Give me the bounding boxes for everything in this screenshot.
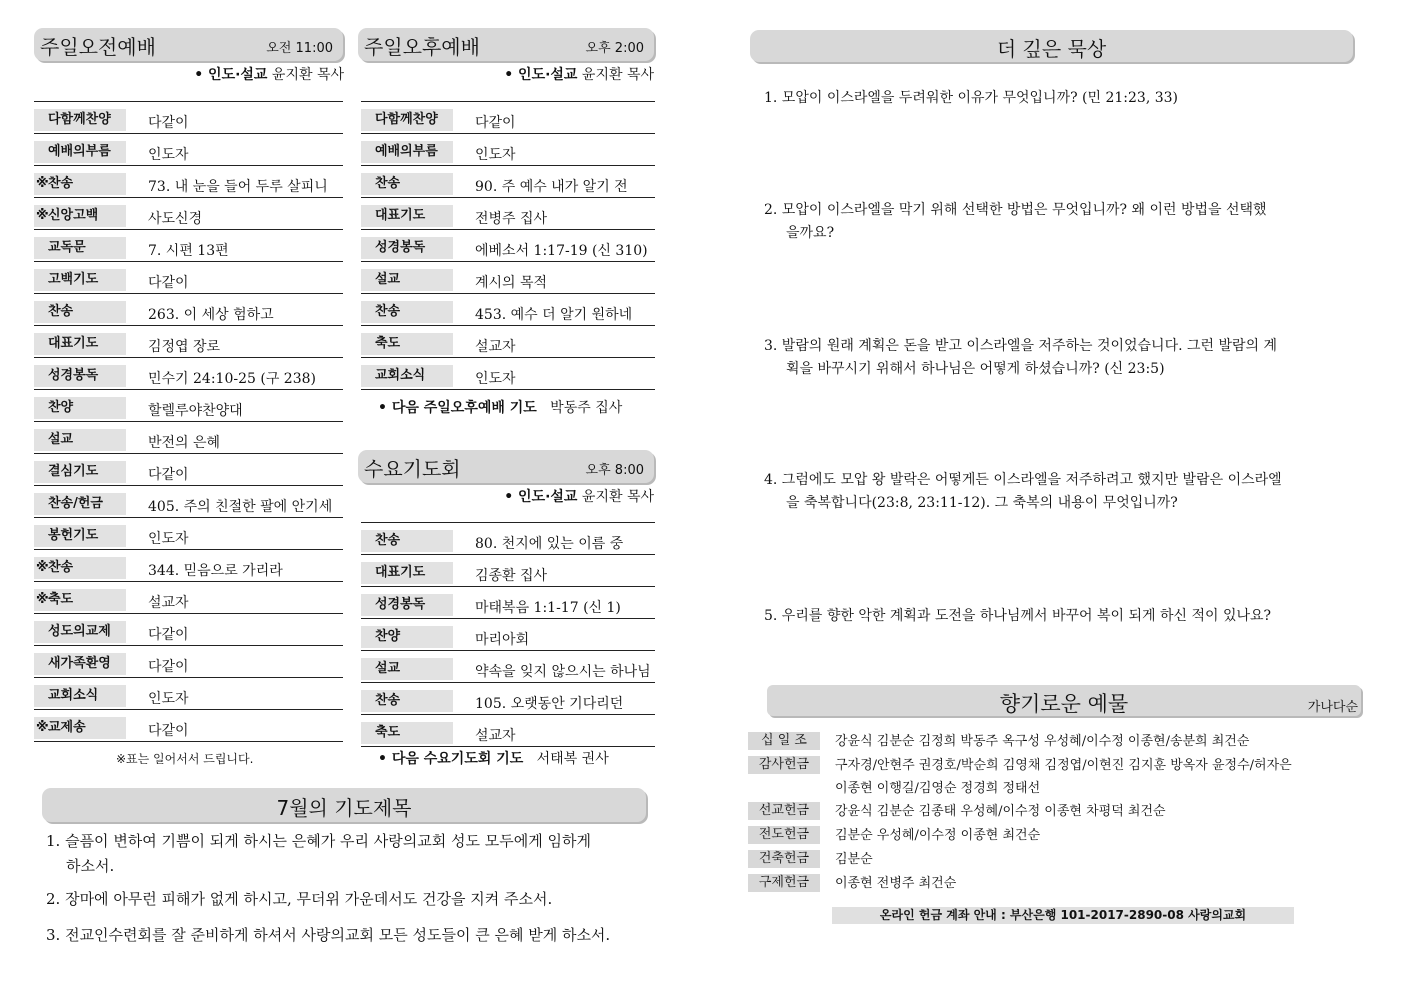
order-label — [34, 429, 126, 451]
offering-label: 건축헌금 — [748, 850, 820, 868]
order-label-text: 축도 — [375, 725, 401, 740]
order-label — [34, 493, 126, 515]
prayer-line: 2. 장마에 아무런 피해가 없게 하시고, 무더위 가운데서도 건강을 지켜 주소서. — [46, 890, 553, 908]
order-label-text: 고백기도 — [48, 272, 99, 287]
order-label-text: 결심기도 — [48, 464, 99, 479]
standing-mark: ※ — [36, 720, 49, 735]
order-label-text: 찬송 — [375, 533, 401, 548]
order-row — [34, 422, 343, 454]
order-label — [361, 530, 453, 552]
order-label-text: 대표기도 — [375, 565, 426, 580]
order-label-text: 찬송 — [48, 304, 74, 319]
meditation-question — [764, 469, 1354, 515]
offering-names — [835, 754, 1355, 800]
order-row — [34, 198, 343, 230]
order-value: 263. 이 세상 험하고 — [148, 307, 274, 323]
wednesday-title: 수요기도회 — [364, 457, 461, 481]
meditation-question — [764, 199, 1354, 245]
afternoon-time: 오후 2:00 — [585, 41, 644, 56]
standing-note: ※표는 일어서서 드립니다. — [116, 752, 254, 766]
order-row — [34, 678, 343, 710]
order-value: 김종환 집사 — [475, 568, 548, 584]
prayer-item — [46, 887, 646, 912]
order-value: 인도자 — [475, 371, 516, 387]
order-value: 인도자 — [148, 691, 189, 707]
offering-names: 김분순 우성혜/이수정 이종현 최건순 — [835, 828, 1041, 843]
order-row — [361, 587, 655, 619]
offering-names: 이종현 전병주 최건순 — [835, 876, 957, 891]
order-label-text: 다함께찬양 — [48, 112, 111, 127]
order-label — [34, 269, 126, 291]
order-row — [361, 134, 655, 166]
order-label — [361, 562, 453, 584]
order-label-text: 성도의교제 — [48, 624, 111, 639]
meditation-question — [764, 335, 1354, 381]
order-label-text: 다함께찬양 — [375, 112, 438, 127]
question-line: 2. 모압이 이스라엘을 막기 위해 선택한 방법은 무엇입니까? 왜 이런 방법을 선택했 — [764, 202, 1267, 218]
order-row — [361, 619, 655, 651]
wednesday-leader — [504, 486, 654, 506]
order-label — [34, 333, 126, 355]
order-label — [361, 690, 453, 712]
order-value: 90. 주 예수 내가 알기 전 — [475, 179, 628, 195]
order-row — [34, 102, 343, 134]
order-value: 할렐루야찬양대 — [148, 403, 243, 419]
afternoon-next-prayer — [378, 397, 622, 417]
order-label-text: 찬양 — [48, 400, 74, 415]
order-value: 약속을 잊지 않으시는 하나님 — [475, 664, 651, 680]
online-offering-account: 온라인 헌금 계좌 안내 : 부산은행 101-2017-2890-08 사랑의교회 — [832, 907, 1294, 924]
order-label-text: 예배의부름 — [48, 144, 111, 159]
wednesday-header — [358, 450, 654, 483]
leader-name: 윤지환 목사 — [581, 489, 654, 505]
order-value: 다같이 — [148, 275, 189, 291]
question-line: 을 축복합니다(23:8, 23:11-12). 그 축복의 내용이 무엇입니까? — [786, 495, 1178, 511]
order-row — [34, 550, 343, 582]
order-value: 344. 믿음으로 가리라 — [148, 563, 283, 579]
afternoon-header — [358, 28, 654, 61]
order-row — [34, 294, 343, 326]
order-value: 에베소서 1:17-19 (신 310) — [475, 243, 648, 259]
order-label-text: 교독문 — [48, 240, 86, 255]
prayer-line: 3. 전교인수련회를 잘 준비하게 하셔서 사랑의교회 모든 성도들이 큰 은혜 받게 하소서. — [46, 926, 611, 944]
question-line: 획을 바꾸시기 위해서 하나님은 어떻게 하셨습니까? (신 23:5) — [786, 361, 1165, 377]
wednesday-next-prayer — [378, 748, 609, 768]
order-value: 80. 천지에 있는 이름 중 — [475, 536, 624, 552]
morning-header — [34, 28, 343, 61]
order-row — [34, 390, 343, 422]
order-row — [361, 294, 655, 326]
order-row — [34, 710, 343, 742]
order-value: 73. 내 눈을 들어 두루 살피니 — [148, 179, 328, 195]
order-label — [34, 141, 126, 163]
order-label — [34, 173, 126, 195]
leader-role: • 인도·설교 — [504, 67, 578, 83]
order-label — [34, 397, 126, 419]
wednesday-time: 오후 8:00 — [585, 463, 644, 478]
order-label-text: 교제송 — [48, 720, 86, 735]
order-value: 설교자 — [475, 339, 516, 355]
order-value: 설교자 — [148, 595, 189, 611]
order-row — [361, 715, 655, 747]
leader-name: 윤지환 목사 — [271, 67, 344, 83]
morning-title: 주일오전예배 — [40, 35, 156, 59]
afternoon-title: 주일오후예배 — [364, 35, 480, 59]
order-label-text: 교회소식 — [48, 688, 99, 703]
next-prayer-name: 박동주 집사 — [550, 400, 623, 416]
order-label-text: 성경봉독 — [48, 368, 99, 383]
prayer-topics-title: 7월의 기도제목 — [276, 796, 412, 820]
morning-time: 오전 11:00 — [266, 41, 333, 56]
order-row — [34, 454, 343, 486]
question-line: 4. 그럼에도 모압 왕 발락은 어떻게든 이스라엘을 저주하려고 했지만 발람은 이스라엘 — [764, 472, 1282, 488]
order-label — [34, 557, 126, 579]
order-row — [34, 646, 343, 678]
order-value: 계시의 목적 — [475, 275, 548, 291]
order-label-text: 새가족환영 — [48, 656, 111, 671]
order-label-text: 신앙고백 — [48, 208, 99, 223]
order-value: 다같이 — [148, 627, 189, 643]
order-label-text: 대표기도 — [375, 208, 426, 223]
order-label — [34, 589, 126, 611]
standing-mark: ※ — [36, 208, 49, 223]
question-line: 3. 발람의 원래 계획은 돈을 받고 이스라엘을 저주하는 것이었습니다. 그런 발람의 계 — [764, 338, 1278, 354]
order-value: 인도자 — [475, 147, 516, 163]
order-label-text: 설교 — [375, 661, 401, 676]
order-label-text: 성경봉독 — [375, 240, 426, 255]
order-label — [34, 461, 126, 483]
order-value: 인도자 — [148, 531, 189, 547]
offering-names: 김분순 — [835, 852, 873, 867]
order-label — [361, 173, 453, 195]
prayer-line: 1. 슬픔이 변하여 기쁨이 되게 하시는 은혜가 우리 사랑의교회 성도 모두에게 임하게 — [46, 832, 591, 850]
order-label-text: 찬송/헌금 — [48, 496, 103, 511]
standing-mark: ※ — [36, 560, 49, 575]
order-row — [34, 614, 343, 646]
order-label-text: 찬송 — [48, 560, 74, 575]
offering-names-line: 이종현 이행길/김영순 정경희 정태선 — [835, 781, 1041, 796]
prayer-item — [46, 829, 646, 879]
order-label-text: 찬송 — [48, 176, 74, 191]
wednesday-order-list — [361, 522, 655, 747]
next-prayer-label: • 다음 수요기도회 기도 — [378, 751, 524, 767]
prayer-topics-header — [42, 788, 646, 822]
leader-role: • 인도·설교 — [504, 489, 578, 505]
order-value: 마태복음 1:1-17 (신 1) — [475, 600, 621, 616]
order-label-text: 축도 — [48, 592, 74, 607]
order-value: 다같이 — [475, 115, 516, 131]
leader-role: • 인도·설교 — [194, 67, 268, 83]
order-row — [361, 683, 655, 715]
order-label — [361, 301, 453, 323]
order-label — [361, 626, 453, 648]
order-row — [34, 134, 343, 166]
prayer-item — [46, 923, 646, 948]
order-label-text: 봉헌기도 — [48, 528, 99, 543]
order-row — [361, 166, 655, 198]
order-label — [361, 594, 453, 616]
offering-names-line: 구자경/안현주 권경호/박순희 김영채 김정엽/이현진 김지훈 방옥자 윤정수/허자은 — [835, 758, 1292, 773]
order-value: 김정엽 장로 — [148, 339, 221, 355]
order-row — [361, 523, 655, 555]
offering-label: 십 일 조 — [748, 732, 820, 750]
order-value: 7. 시편 13편 — [148, 243, 229, 259]
offering-names: 강윤식 김분순 김정희 박동주 옥구성 우성혜/이수정 이종현/송분희 최건순 — [835, 734, 1250, 749]
order-label — [34, 621, 126, 643]
order-value: 다같이 — [148, 659, 189, 675]
afternoon-order-list — [361, 101, 655, 390]
next-prayer-name: 서태복 권사 — [536, 751, 609, 767]
order-value: 105. 오랫동안 기다리던 — [475, 696, 624, 712]
order-row — [34, 262, 343, 294]
order-label-text: 예배의부름 — [375, 144, 438, 159]
order-label — [34, 109, 126, 131]
order-label — [34, 717, 126, 739]
order-value: 다같이 — [148, 115, 189, 131]
order-value: 사도신경 — [148, 211, 203, 227]
offering-label: 감사헌금 — [748, 756, 820, 774]
offering-title: 향기로운 예물 — [999, 692, 1129, 716]
order-label-text: 대표기도 — [48, 336, 99, 351]
order-row — [34, 326, 343, 358]
order-label — [361, 722, 453, 744]
order-row — [361, 230, 655, 262]
order-value: 반전의 은혜 — [148, 435, 221, 451]
order-label — [361, 205, 453, 227]
meditation-question — [764, 87, 1354, 110]
order-row — [361, 326, 655, 358]
order-value: 전병주 집사 — [475, 211, 548, 227]
order-row — [361, 555, 655, 587]
order-label-text: 설교 — [48, 432, 74, 447]
standing-mark: ※ — [36, 592, 49, 607]
order-row — [361, 358, 655, 390]
order-label — [361, 141, 453, 163]
order-row — [34, 230, 343, 262]
order-row — [34, 166, 343, 198]
order-label-text: 찬송 — [375, 304, 401, 319]
order-label-text: 설교 — [375, 272, 401, 287]
order-value: 453. 예수 더 알기 원하네 — [475, 307, 633, 323]
standing-mark: ※ — [36, 176, 49, 191]
order-label-text: 교회소식 — [375, 368, 426, 383]
order-value: 민수기 24:10-25 (구 238) — [148, 371, 316, 387]
order-row — [34, 518, 343, 550]
meditation-header — [750, 30, 1353, 62]
leader-name: 윤지환 목사 — [581, 67, 654, 83]
order-row — [361, 102, 655, 134]
order-value: 405. 주의 친절한 팔에 안기세 — [148, 499, 333, 515]
order-row — [34, 358, 343, 390]
order-label — [34, 205, 126, 227]
order-value: 다같이 — [148, 467, 189, 483]
order-label — [361, 109, 453, 131]
offering-names: 강윤식 김분순 김종태 우성혜/이수정 이종현 차평덕 최건순 — [835, 804, 1166, 819]
order-value: 인도자 — [148, 147, 189, 163]
order-row — [361, 262, 655, 294]
meditation-title: 더 깊은 묵상 — [996, 37, 1107, 61]
offering-label: 구제헌금 — [748, 874, 820, 892]
order-label-text: 찬양 — [375, 629, 401, 644]
morning-leader — [194, 64, 344, 84]
order-value: 다같이 — [148, 723, 189, 739]
order-value: 마리아회 — [475, 632, 530, 648]
prayer-line: 하소서. — [66, 857, 115, 875]
order-label — [34, 525, 126, 547]
order-value: 설교자 — [475, 728, 516, 744]
order-label — [34, 685, 126, 707]
offering-label: 전도헌금 — [748, 826, 820, 844]
offering-header — [767, 685, 1361, 716]
question-line: 1. 모압이 이스라엘을 두려워한 이유가 무엇입니까? (민 21:23, 33) — [764, 90, 1179, 106]
order-label-text: 성경봉독 — [375, 597, 426, 612]
order-label — [361, 333, 453, 355]
order-label — [361, 269, 453, 291]
order-label — [34, 301, 126, 323]
question-line: 을까요? — [786, 225, 835, 241]
morning-order-list — [34, 101, 343, 742]
order-label-text: 축도 — [375, 336, 401, 351]
order-label — [361, 237, 453, 259]
order-row — [34, 486, 343, 518]
order-row — [34, 582, 343, 614]
order-label-text: 찬송 — [375, 176, 401, 191]
order-label — [361, 365, 453, 387]
afternoon-leader — [504, 64, 654, 84]
question-line: 5. 우리를 향한 악한 계획과 도전을 하나님께서 바꾸어 복이 되게 하신 적이 있나요? — [764, 608, 1272, 624]
offering-order-note: 가나다순 — [1307, 700, 1358, 715]
order-label — [34, 653, 126, 675]
meditation-question — [764, 605, 1354, 628]
order-label-text: 찬송 — [375, 693, 401, 708]
order-label — [361, 658, 453, 680]
next-prayer-label: • 다음 주일오후예배 기도 — [378, 400, 537, 416]
offering-label: 선교헌금 — [748, 802, 820, 820]
order-row — [361, 198, 655, 230]
order-label — [34, 365, 126, 387]
order-row — [361, 651, 655, 683]
order-label — [34, 237, 126, 259]
